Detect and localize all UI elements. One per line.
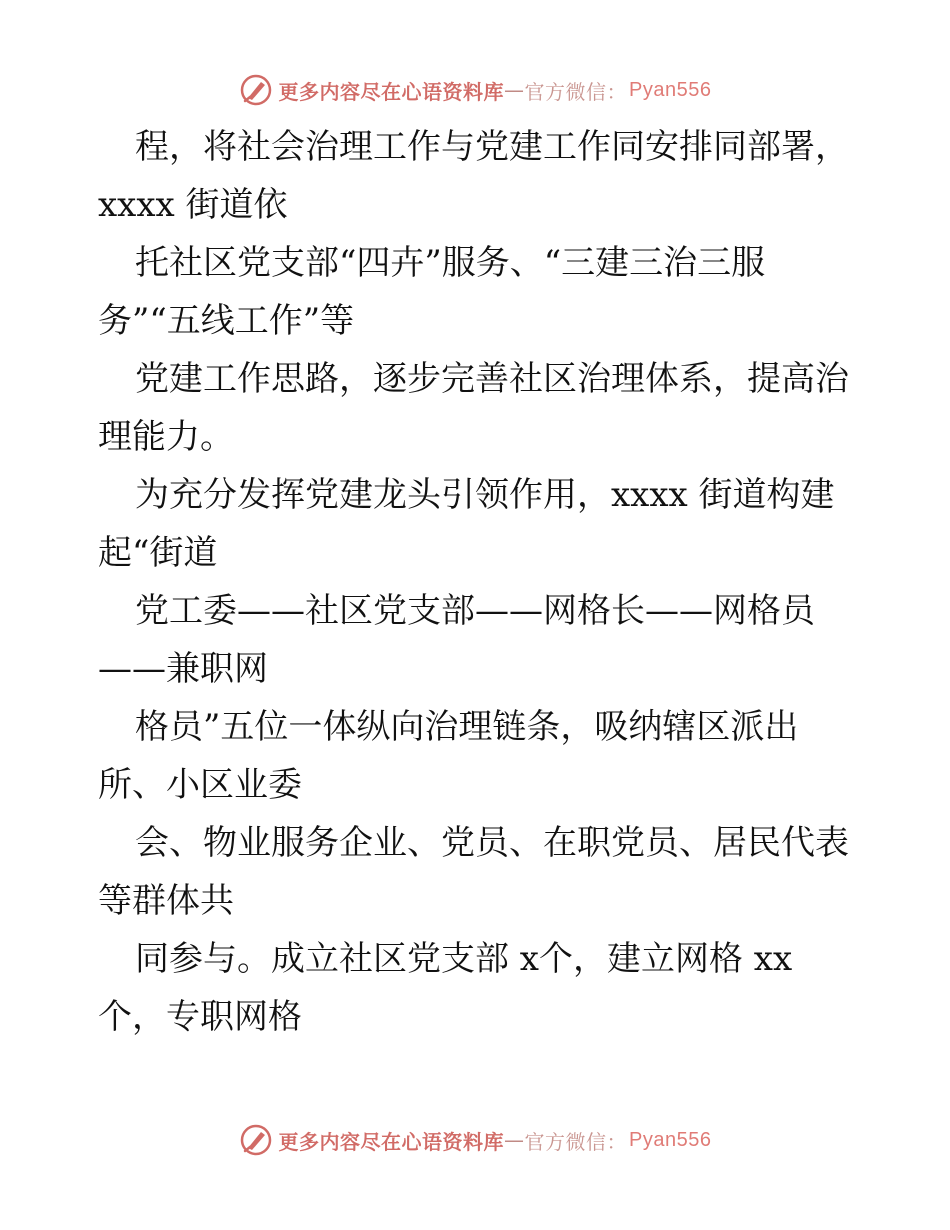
body-line: 所、小区业委	[98, 765, 302, 805]
body-line: 会、物业服务企业、党员、在职党员、居民代表	[135, 823, 849, 863]
footer-watermark	[0, 1120, 950, 1160]
document-body	[98, 118, 858, 1046]
body-line: xxxx 街道依	[98, 185, 288, 225]
header-account: Pyan556	[629, 78, 712, 101]
body-line: 起“街道	[98, 533, 218, 573]
quill-logo-icon	[239, 1123, 273, 1157]
body-line: 程，将社会治理工作与党建工作同安排同部署，	[135, 127, 849, 167]
body-line: 个，专职网格	[98, 997, 302, 1037]
body-line: 务”“五线工作”等	[98, 301, 355, 341]
body-line: 格员”五位一体纵向治理链条，吸纳辖区派出	[135, 707, 799, 747]
footer-account: Pyan556	[629, 1128, 712, 1151]
body-line: 理能力。	[98, 417, 234, 457]
footer-label: 官方微信：	[524, 1129, 628, 1154]
quill-logo-icon	[239, 73, 273, 107]
body-line: 为充分发挥党建龙头引领作用，xxxx 街道构建	[135, 475, 835, 515]
body-line: 党建工作思路，逐步完善社区治理体系，提高治	[135, 359, 849, 399]
header-label: 官方微信：	[524, 79, 628, 104]
body-line: 托社区党支部“四卉”服务、“三建三治三服	[135, 243, 766, 283]
footer-dash: —	[504, 1128, 525, 1152]
footer-brand: 更多内容尽在心语资料库	[278, 1129, 505, 1154]
body-line: 党工委——社区党支部——网格长——网格员	[135, 591, 815, 631]
body-line: ——兼职网	[98, 649, 268, 689]
body-line: 同参与。成立社区党支部 x个，建立网格 xx	[135, 939, 793, 979]
header-watermark	[0, 70, 950, 110]
body-line: 等群体共	[98, 881, 234, 921]
header-dash: —	[504, 78, 525, 102]
header-brand: 更多内容尽在心语资料库	[278, 79, 505, 104]
